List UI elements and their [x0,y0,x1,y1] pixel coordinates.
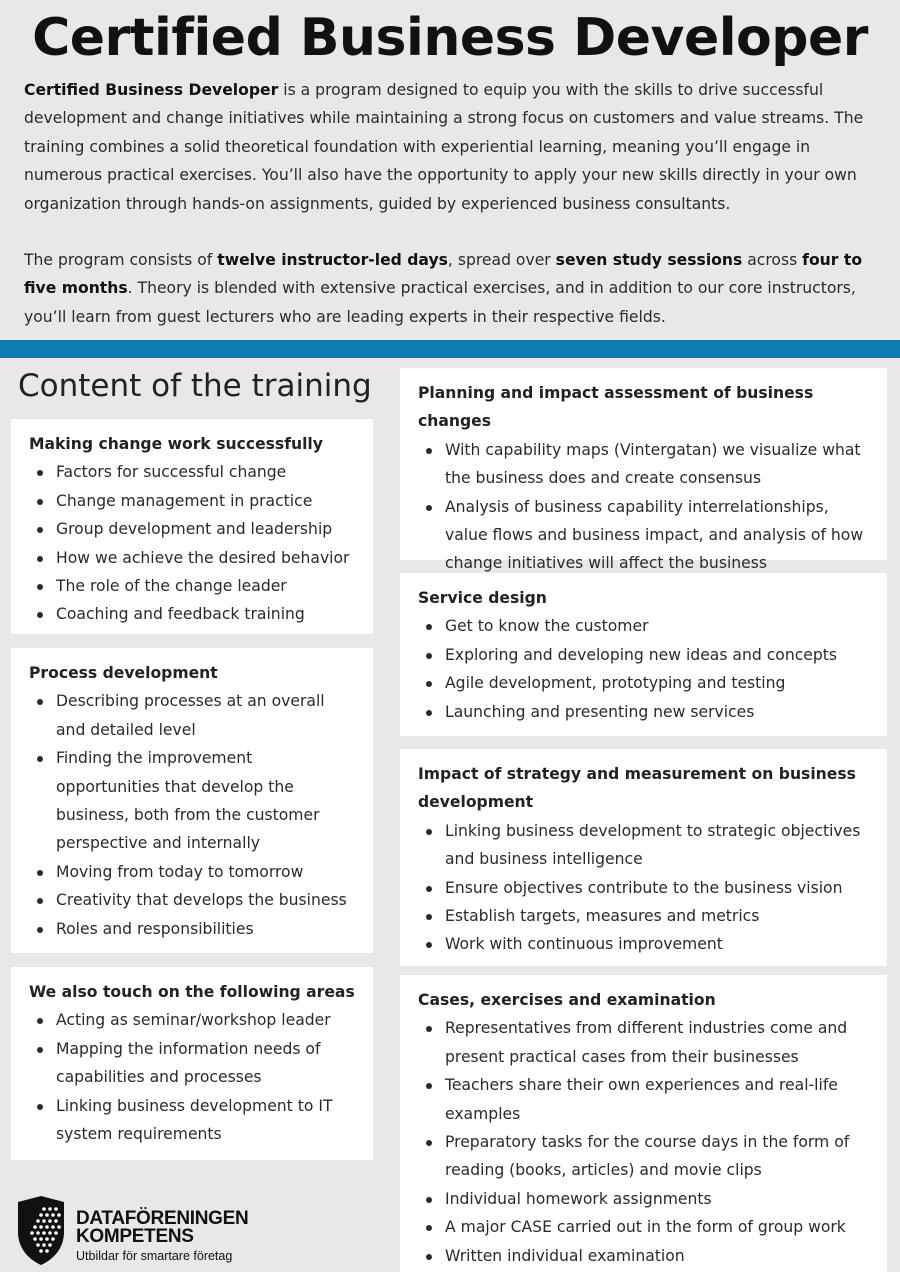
page-title: Certified Business Developer [32,8,868,68]
section-card-also [11,967,373,1160]
section-card-change [11,419,373,634]
list-item: Exploring and developing new ideas and concepts [445,641,869,669]
list-item: Factors for successful change [56,458,355,486]
intro-paragraph-1 [24,76,880,218]
list-item: Change management in practice [56,487,355,515]
intro-p1-rest: is a program designed to equip you with the skills to drive successful development and change initiatives while maintaining a strong focus on customers and value streams. The training combines a solid theoretical foundation with experiential learning, meaning you’ll engage in numerous practical exercises. You’ll also have the opportunity to apply your new skills directly in your own organization through hands-on assignments, guided by experienced business consultants. [24,81,864,213]
section-card-service [400,573,887,736]
logo-name-line-2: KOMPETENS [76,1226,194,1247]
list-item: Preparatory tasks for the course days in the form of reading (books, articles) and movie clips [445,1128,869,1185]
shield-logo-icon [14,1196,68,1266]
list-item: How we achieve the desired behavior [56,544,355,572]
section-heading: Impact of strategy and measurement on business development [418,765,856,812]
logo-name-line-1: DATAFÖRENINGEN [76,1208,249,1229]
section-list [418,612,869,726]
section-list [29,458,355,628]
intro-sessions: seven study sessions [555,251,743,270]
intro-p2-t3: across [742,251,803,270]
section-card-process [11,648,373,953]
list-item: The role of the change leader [56,572,355,600]
intro-text [24,76,880,331]
section-list [29,687,355,943]
list-item: Launching and presenting new services [445,698,869,726]
section-heading: Service design [418,589,547,607]
list-item: Acting as seminar/workshop leader [56,1006,355,1034]
intro-paragraph-2 [24,246,880,331]
list-item: A major CASE carried out in the form of group work [445,1213,869,1241]
list-item: Group development and leadership [56,515,355,543]
content-heading: Content of the training [18,368,372,404]
company-logo [14,1196,274,1266]
list-item: Work with continuous improvement [445,930,869,958]
intro-p2-t4: . Theory is blended with extensive practical exercises, and in addition to our core instructors, you’ll learn from guest lecturers who are leading experts in their respective fields. [24,279,856,326]
intro-p2-t1: The program consists of [24,251,218,270]
list-item: Ensure objectives contribute to the business vision [445,874,869,902]
list-item: Agile development, prototyping and testing [445,669,869,697]
list-item: Moving from today to tomorrow [56,858,355,886]
list-item: Representatives from different industries come and present practical cases from their businesses [445,1014,869,1071]
list-item: Finding the improvement opportunities that develop the business, both from the customer perspective and internally [56,744,355,858]
list-item: With capability maps (Vintergatan) we visualize what the business does and create consensus [445,436,869,493]
list-item: Linking business development to strategic objectives and business intelligence [445,817,869,874]
section-card-cases [400,975,887,1272]
section-heading: Planning and impact assessment of business changes [418,384,814,431]
section-heading: We also touch on the following areas [29,983,355,1001]
section-card-planning [400,368,887,573]
list-item: Establish targets, measures and metrics [445,902,869,930]
intro-p2-t2: , spread over [447,251,556,270]
list-item: Get to know the customer [445,612,869,640]
intro-days: twelve instructor-led days [217,251,448,270]
list-item: Individual homework assignments [445,1185,869,1213]
section-card-strategy [400,749,887,966]
section-heading: Cases, exercises and examination [418,991,716,1009]
list-item: Describing processes at an overall and detailed level [56,687,355,744]
list-item: Teachers share their own experiences and real-life examples [445,1071,869,1128]
section-list [29,1006,355,1148]
section-heading: Making change work successfully [29,435,323,453]
list-item: Mapping the information needs of capabilities and processes [56,1035,355,1092]
accent-divider-bar [0,340,900,358]
section-list [418,436,869,578]
intro-duration: four to five months [24,251,863,298]
logo-tagline: Utbildar för smartare företag [76,1249,233,1263]
list-item: Written individual examination [445,1242,869,1270]
section-list [418,817,869,959]
list-item: Roles and responsibilities [56,915,355,943]
section-list [418,1014,869,1270]
intro-program-name: Certified Business Developer [24,81,279,99]
list-item: Coaching and feedback training [56,600,355,628]
section-heading: Process development [29,664,218,682]
list-item: Creativity that develops the business [56,886,355,914]
list-item: Analysis of business capability interrelationships, value flows and business impact, and analysis of how change initiatives will affect the business [445,493,869,578]
list-item: Linking business development to IT system requirements [56,1092,355,1149]
